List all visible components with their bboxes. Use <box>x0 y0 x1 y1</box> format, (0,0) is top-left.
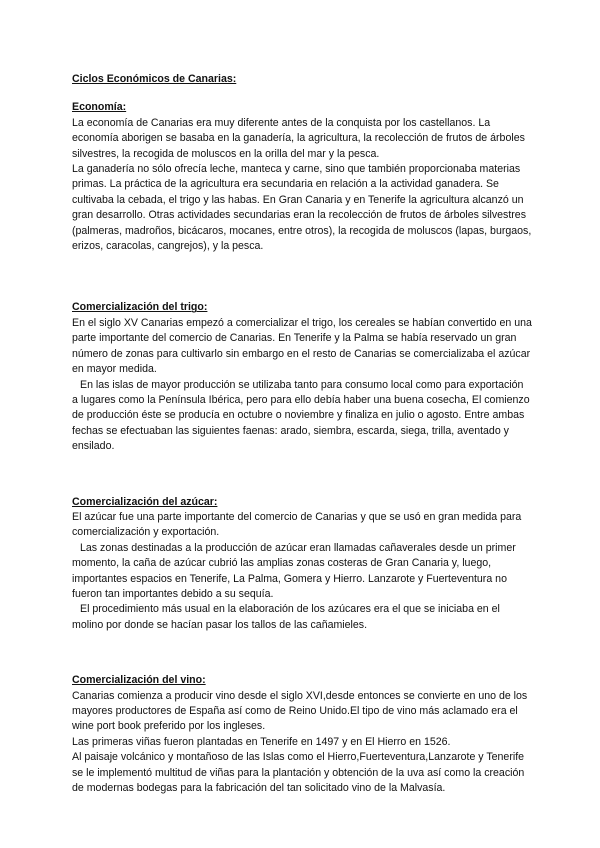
section-paragraph: El azúcar fue una parte importante del comercio de Canarias y que se usó en gran medida para comercialización y exportación. <box>72 510 522 539</box>
section-economia <box>72 100 532 254</box>
section-paragraph: En el siglo XV Canarias empezó a comercializar el trigo, los cereales se habían convertido en una parte importante del comercio de Canarias. En Tenerife y la Palma se había reservado un gran número de zonas para cultivarlo sin embargo en el resto de Canarias se comercializaba el azúcar en mayor medida. <box>72 316 532 376</box>
document-body <box>72 72 532 796</box>
section-paragraph: En las islas de mayor producción se utilizaba tanto para consumo local como para exportación a lugares como la Península Ibérica, pero para ello debía haber una buena cosecha, El comienzo de producción éste se producía en octubre o noviembre y finaliza en julio o agosto. Entre ambas fechas se efectuaban las siguientes faenas: arado, siembra, escarda, siega, trilla, aventado y ensilado. <box>72 378 530 453</box>
section-heading: Comercialización del azúcar: <box>72 495 218 508</box>
section-paragraph: La ganadería no sólo ofrecía leche, manteca y carne, sino que también proporcionaba materias primas. La práctica de la agricultura era secundaria en relación a la actividad ganadera. Se cultivaba la cebada, el trigo y las habas. En Gran Canaria y en Tenerife la agricultura alcanzó un gran desarrollo. Otras actividades secundarias eran la recolección de frutos de árboles silvestres (palmeras, madroños, bicácaros, mocanes, entre otros), la recogida de moluscos (lapas, burgaos, erizos, caracolas, cangrejos), y la pesca. <box>72 163 532 253</box>
section-vino <box>72 673 532 796</box>
section-paragraph: La economía de Canarias era muy diferente antes de la conquista por los castellanos. La economía aborigen se basaba en la ganadería, la agricultura, la recolección de frutos de árboles silvestres, la recogida de moluscos en la orilla del mar y la pesca. <box>72 116 525 160</box>
section-paragraph: Al paisaje volcánico y montañoso de las Islas como el Hierro,Fuerteventura,Lanzarote y Tenerife se le implementó multitud de viñas para la plantación y obtención de la uva así como la creación de modernas bodegas para la fabricación del tan solicitado vino de la Malvasía. <box>72 751 525 795</box>
section-paragraph: Las primeras viñas fueron plantadas en Tenerife en 1497 y en El Hierro en 1526. <box>72 735 451 748</box>
section-paragraph: Las zonas destinadas a la producción de azúcar eran llamadas cañaverales desde un primer momento, la caña de azúcar cubrió las amplias zonas costeras de Gran Canaria y, luego, importantes espacios en Tenerife, La Palma, Gomera y Hierro. Lanzarote y Fuerteventura no fueron tan importantes debido a su sequía. <box>72 541 516 600</box>
section-paragraph: El procedimiento más usual en la elaboración de los azúcares era el que se iniciaba en el molino por donde se hacían pasar los tallos de las cañamieles. <box>72 603 500 631</box>
section-paragraph: Canarias comienza a producir vino desde el siglo XVI,desde entonces se convierte en uno de los mayores productores de España así como de Reino Unido.El tipo de vino más aclamado era el wine port book preferido por los ingleses. <box>72 689 528 733</box>
section-azucar <box>72 495 532 634</box>
section-heading: Comercialización del trigo: <box>72 301 208 314</box>
section-heading: Economía: <box>72 101 127 114</box>
section-trigo <box>72 300 532 454</box>
section-heading: Comercialización del vino: <box>72 674 206 687</box>
document-title: Ciclos Económicos de Canarias: <box>72 73 237 85</box>
